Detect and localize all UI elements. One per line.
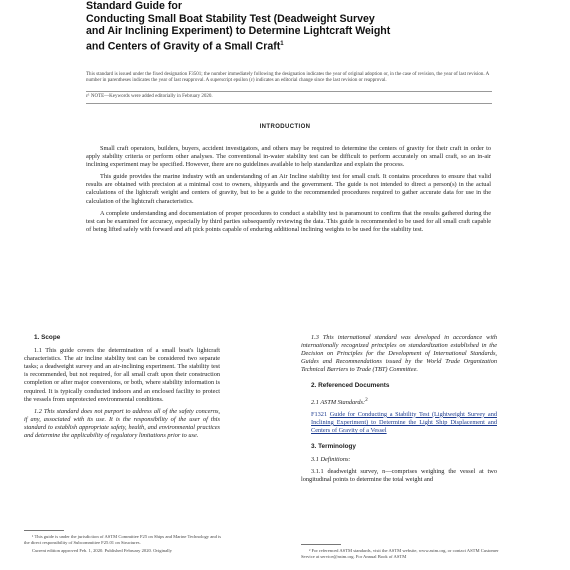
reference-title-link[interactable]: Guide for Conducting a Stability Test (Lightweight Survey and Inclining Experiment) to Determine the Light Ship Displacement and Centers of Gravity of a Vessel — [311, 410, 497, 434]
title-line-1: Standard Guide for — [86, 0, 182, 12]
title-footnote-mark: 1 — [280, 40, 284, 47]
title-line-3: and Air Inclining Experiment) to Determine Lightcraft Weight — [86, 25, 391, 38]
left-column — [24, 334, 220, 444]
scope-heading: 1. Scope — [34, 334, 61, 341]
scope-paragraph-1-3: 1.3 This international standard was developed in accordance with internationally recognized principles on standardization established in the Decision on Principles for the Development of International Standards, Guides and Recommendations issued by the World Trade Organization Technical Barriers to Trade (TBT) Committee. — [301, 334, 497, 374]
footnote-text: Current edition approved Feb. 1, 2020. Published February 2020. Originally — [32, 547, 172, 553]
reference-code[interactable]: F1321 — [311, 410, 328, 418]
footnote-left — [24, 534, 224, 555]
footnote-text: ¹ This guide is under the jurisdiction of ASTM Committee F25 on Ships and Marine Technology and is the direct responsibility of Subcommittee F25.01 on Structures. — [24, 534, 222, 545]
introduction-heading: INTRODUCTION — [259, 124, 311, 130]
document-title — [86, 0, 526, 53]
reference-item[interactable] — [301, 411, 497, 435]
title-line-2: Conducting Small Boat Stability Test (Deadweight Survey — [86, 12, 375, 25]
footnote-right — [301, 548, 501, 562]
scope-paragraph-1-1: 1.1 This guide covers the determination of a small boat's lightcraft characteristics. The air incline stability test can be considered two separate tasks; a deadweight survey and an air-inclining experiment. The stability test is recommended, but not required, for all small craft upon their construction completion or after major conversions, or both, where stability information is required. It is typically conducted indoors and an enclosed facility to protect the vessels from unprotected environmental conditions. — [24, 347, 220, 403]
title-line-4-text: and Centers of Gravity of a Small Craft — [86, 40, 281, 53]
title-line-4 — [86, 38, 526, 53]
divider — [86, 103, 492, 104]
designation-notice: This standard is issued under the fixed designation F3501; the number immediately following the designation indicates the year of original adoption or, in the case of revision, the year of last revision. A number in parentheses indicates the year of last reapproval. A superscript epsilon (ε) indicates an editorial change since the last revision or reapproval. — [86, 72, 489, 84]
definitions-label: 3.1 Definitions: — [311, 456, 351, 464]
intro-paragraph: Small craft operators, builders, buyers, accident investigators, and others may be required to determine the centers of gravity for their craft in order to apply stability criteria or perform other analyses. The conventional in-water stability test can be difficult to perform accurately on small craft, so an in-air inclining experiment may be specified. However, there are no guidelines available to help standardize and explain the process. — [86, 145, 491, 169]
divider — [86, 91, 492, 92]
referenced-documents-heading: 2. Referenced Documents — [311, 382, 390, 390]
astm-standards-text: 2.1 ASTM Standards: — [311, 398, 366, 406]
footnote-text: ² For referenced ASTM standards, visit the ASTM website, www.astm.org, or contact ASTM Customer Service at service@astm.org. For Annual Book of ASTM — [301, 548, 499, 559]
astm-footnote-mark: 2 — [365, 396, 368, 403]
terminology-heading: 3. Terminology — [311, 443, 356, 451]
intro-paragraph: This guide provides the marine industry with an understanding of an Air Incline stability test for small craft. It contains procedures to ensure that valid results are obtained with precision at a minimal cost to owners, shipyards and the government. The guide is not intended to direct a person(s) in the actual calculations of the lightcraft weight and centers of gravity, but to be a guide to the recommended procedures required to gather accurate data for use in the calculation of the lightcraft characteristics. — [86, 173, 491, 205]
introduction-text — [86, 145, 491, 238]
footnote-rule — [301, 544, 341, 545]
astm-standards-label — [301, 396, 497, 407]
right-column — [301, 334, 497, 488]
editorial-note: ε¹ NOTE—Keywords were added editorially in February 2020. — [86, 94, 213, 99]
scope-paragraph-1-2: 1.2 This standard does not purport to address all of the safety concerns, if any, associated with its use. It is the responsibility of the user of this standard to establish appropriate safety, health, and environmental practices and determine the applicability of regulatory limitations prior to use. — [24, 407, 220, 440]
footnote-rule — [24, 530, 64, 531]
definition-3-1-1: 3.1.1 deadweight survey, n—comprises weighing the vessel at two longitudinal points to determine the total weight and — [301, 468, 497, 484]
intro-paragraph: A complete understanding and documentation of proper procedures to conduct a stability test is paramount to confirm that the results gathered during the test can be examined for accuracy, especially by third parties subsequently reviewing the data. This guide is recommended to be used for all small craft capable of being lifted safely with forward and aft pick points capable of enduring additional inclining weights to be used for the stability test. — [86, 209, 491, 233]
